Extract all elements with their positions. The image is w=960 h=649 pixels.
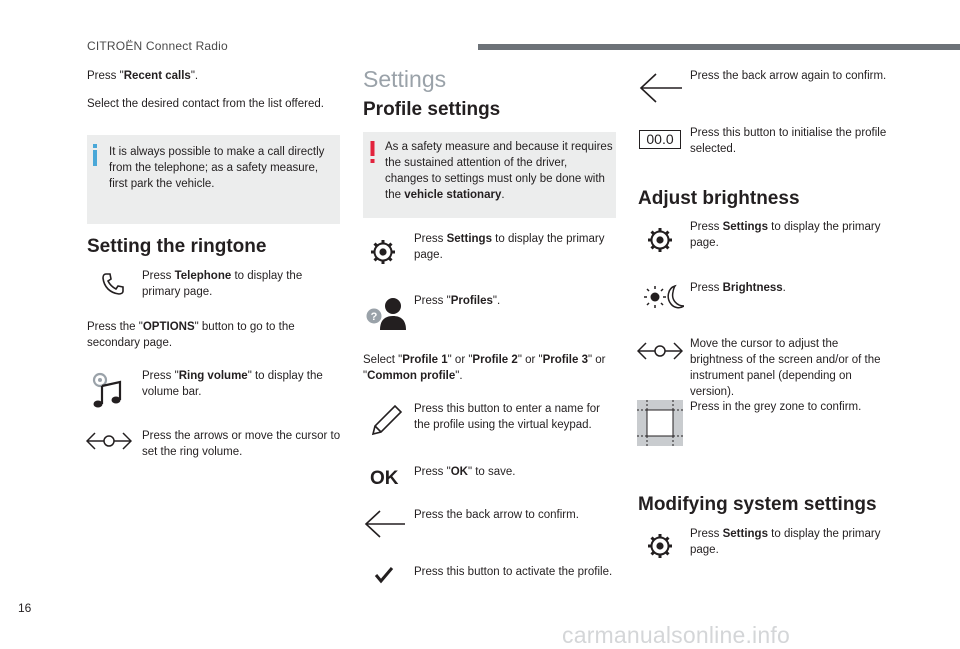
checkmark-icon: [374, 566, 394, 584]
press-settings-brightness-text: Press Settings to display the primary page.: [690, 221, 881, 249]
header-bar: [478, 44, 960, 50]
warning-icon: [370, 141, 375, 163]
settings-gear-icon: [371, 240, 395, 264]
telephone-icon: [100, 271, 126, 297]
back-arrow-again-text: Press the back arrow again to confirm.: [690, 70, 887, 82]
info-note-box: [87, 135, 340, 224]
grey-zone-icon: [637, 400, 683, 446]
select-profile-text: Select "Profile 1" or "Profile 2" or "Profile 3" or "Common profile".: [363, 354, 606, 382]
settings-gear-icon: [648, 534, 672, 558]
warning-note-text: As a safety measure and because it requires the sustained attention of the driver, changes to settings must only be done with the vehicle stationary.: [385, 141, 613, 201]
back-arrow-icon: [364, 509, 406, 539]
ring-arrows-text: Press the arrows or move the cursor to set the ring volume.: [142, 430, 341, 458]
settings-gear-icon: [648, 228, 672, 252]
grey-zone-text: Press in the grey zone to confirm.: [690, 401, 862, 413]
back-arrow-text: Press the back arrow to confirm.: [414, 509, 579, 521]
settings-heading: Settings: [363, 66, 447, 92]
modifying-system-settings-heading: Modifying system settings: [638, 494, 877, 515]
cursor-arrows-icon: [86, 430, 132, 452]
pencil-icon: [369, 404, 403, 438]
header-title: CITROËN Connect Radio: [87, 39, 228, 53]
info-note-text: It is always possible to make a call directly from the telephone; as a safety measure, first park the vehicle.: [109, 146, 325, 190]
select-contact-text: Select the desired contact from the list offered.: [87, 98, 324, 110]
profile-settings-heading: Profile settings: [363, 99, 501, 120]
press-recent-calls-text: Press "Recent calls".: [87, 70, 199, 82]
back-arrow-again-icon: [639, 72, 683, 104]
ok-icon: OK: [370, 468, 399, 489]
warning-note-box: [363, 132, 616, 218]
press-telephone-text: Press Telephone to display the primary page.: [142, 270, 303, 298]
ringtone-heading: Setting the ringtone: [87, 236, 267, 257]
press-brightness-text: Press Brightness.: [690, 282, 786, 294]
watermark: carmanualsonline.info: [562, 622, 790, 648]
brightness-sun-moon-icon: [644, 284, 684, 310]
ring-volume-text: Press "Ring volume" to display the volume bar.: [142, 370, 323, 398]
initialise-text: Press this button to initialise the profile selected.: [690, 127, 887, 155]
ring-volume-icon: [88, 370, 130, 412]
press-ok-text: Press "OK" to save.: [414, 466, 516, 478]
brightness-cursor-arrows-icon: [637, 340, 683, 362]
activate-profile-text: Press this button to activate the profile.: [414, 566, 613, 578]
press-settings-system-text: Press Settings to display the primary page.: [690, 528, 881, 556]
press-profiles-text: Press "Profiles".: [414, 295, 501, 307]
move-cursor-text: Move the cursor to adjust the brightness of the screen and/or of the instrument panel (depending on version).: [690, 338, 881, 398]
adjust-brightness-heading: Adjust brightness: [638, 188, 800, 209]
profile-user-icon: [366, 296, 406, 332]
reset-icon: 00.0: [639, 130, 681, 149]
info-icon: [92, 144, 98, 166]
svg-text:?: ?: [370, 311, 378, 323]
page-number: 16: [18, 601, 32, 615]
enter-name-text: Press this button to enter a name for the profile using the virtual keypad.: [414, 403, 601, 431]
press-settings-text: Press Settings to display the primary page.: [414, 233, 605, 261]
options-text: Press the "OPTIONS" button to go to the secondary page.: [87, 321, 295, 349]
